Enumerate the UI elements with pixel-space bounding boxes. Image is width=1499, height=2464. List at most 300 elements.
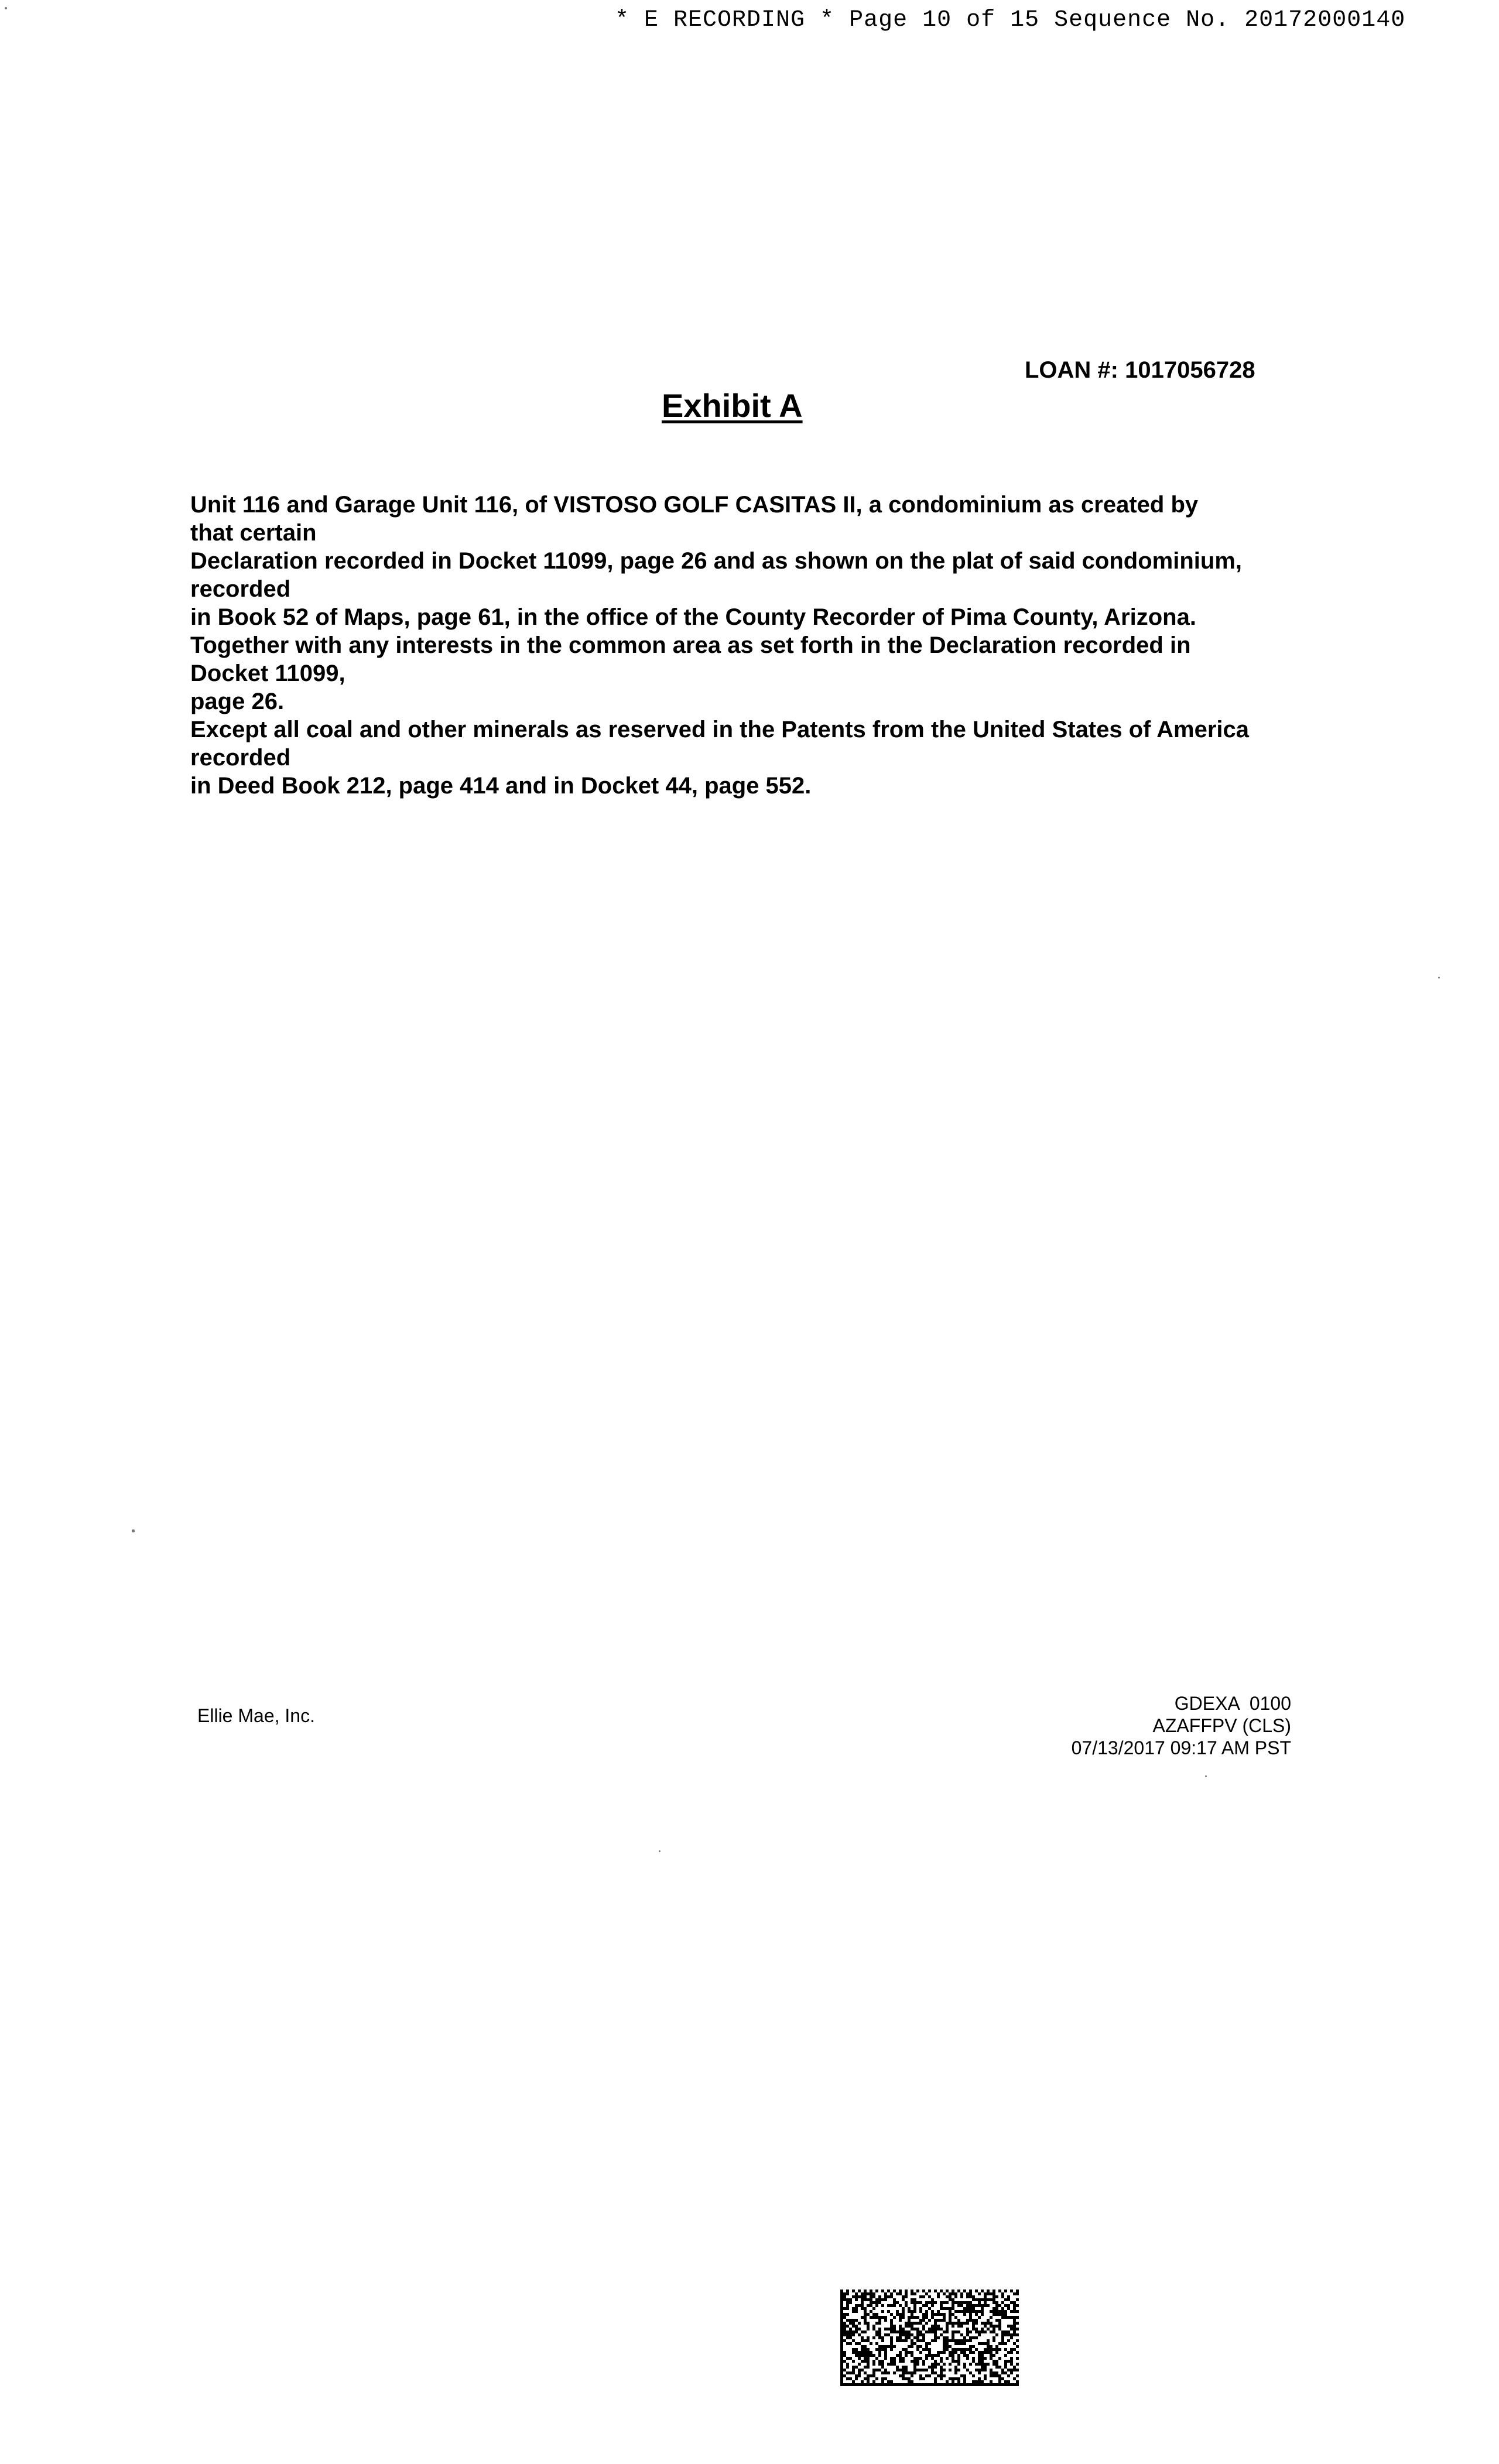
barcode-module — [1007, 2351, 1010, 2354]
barcode-module — [911, 2371, 913, 2374]
barcode-module — [934, 2325, 937, 2328]
barcode-module — [913, 2342, 916, 2345]
barcode-module — [902, 2369, 905, 2371]
barcode-module — [928, 2366, 931, 2369]
barcode-module — [940, 2374, 943, 2377]
barcode-module — [998, 2366, 1001, 2369]
barcode-module — [1001, 2371, 1004, 2374]
barcode-module — [984, 2363, 987, 2366]
barcode-module — [872, 2371, 875, 2374]
barcode-module — [846, 2342, 849, 2345]
barcode-module — [1013, 2292, 1016, 2295]
barcode-module — [960, 2325, 963, 2328]
barcode-module — [867, 2322, 870, 2325]
barcode-module — [972, 2380, 975, 2383]
barcode-module — [878, 2319, 881, 2322]
barcode-module — [960, 2322, 963, 2325]
barcode-module — [881, 2366, 884, 2369]
barcode-module — [952, 2383, 954, 2386]
barcode-module — [840, 2298, 843, 2301]
barcode-module — [1007, 2304, 1010, 2307]
barcode-module — [952, 2339, 954, 2342]
barcode-module — [896, 2339, 899, 2342]
barcode-module — [1016, 2383, 1019, 2386]
barcode-module — [963, 2374, 966, 2377]
barcode-module — [890, 2304, 893, 2307]
barcode-module — [911, 2351, 913, 2354]
barcode-module — [984, 2301, 987, 2304]
barcode-module — [870, 2295, 872, 2298]
barcode-module — [969, 2295, 972, 2298]
barcode-module — [905, 2330, 908, 2333]
barcode-module — [940, 2333, 943, 2336]
barcode-module — [840, 2333, 843, 2336]
barcode-module — [849, 2357, 852, 2360]
barcode-module — [878, 2328, 881, 2330]
barcode-module — [849, 2333, 852, 2336]
barcode-module — [905, 2301, 908, 2304]
barcode-module — [905, 2292, 908, 2295]
barcode-module — [1004, 2298, 1007, 2301]
barcode-module — [995, 2374, 998, 2377]
barcode-module — [916, 2333, 919, 2336]
barcode-module — [990, 2316, 993, 2319]
barcode-module — [987, 2383, 990, 2386]
barcode-module — [987, 2342, 990, 2345]
barcode-module — [846, 2313, 849, 2316]
barcode-module — [911, 2322, 913, 2325]
barcode-module — [861, 2330, 864, 2333]
barcode-module — [995, 2319, 998, 2322]
barcode-module — [952, 2336, 954, 2339]
barcode-module — [995, 2351, 998, 2354]
barcode-module — [872, 2295, 875, 2298]
barcode-module — [911, 2354, 913, 2357]
datamatrix-barcode-icon — [840, 2290, 1019, 2386]
barcode-module — [993, 2354, 995, 2357]
scan-speck — [1205, 1775, 1207, 1777]
barcode-module — [963, 2380, 966, 2383]
barcode-module — [872, 2292, 875, 2295]
barcode-module — [972, 2298, 975, 2301]
barcode-module — [846, 2307, 849, 2310]
barcode-module — [943, 2307, 946, 2310]
barcode-module — [946, 2307, 949, 2310]
barcode-module — [969, 2383, 972, 2386]
barcode-module — [993, 2298, 995, 2301]
barcode-module — [919, 2377, 922, 2380]
barcode-module — [966, 2295, 969, 2298]
barcode-module — [919, 2333, 922, 2336]
barcode-module — [846, 2298, 849, 2301]
barcode-module — [928, 2295, 931, 2298]
barcode-module — [870, 2301, 872, 2304]
barcode-module — [925, 2369, 928, 2371]
barcode-module — [916, 2328, 919, 2330]
barcode-module — [875, 2333, 878, 2336]
barcode-module — [922, 2339, 925, 2342]
barcode-module — [913, 2366, 916, 2369]
barcode-module — [861, 2304, 864, 2307]
barcode-module — [937, 2328, 940, 2330]
barcode-module — [858, 2351, 861, 2354]
barcode-module — [902, 2307, 905, 2310]
barcode-module — [852, 2339, 855, 2342]
barcode-module — [993, 2295, 995, 2298]
barcode-module — [934, 2371, 937, 2374]
barcode-module — [952, 2360, 954, 2363]
barcode-module — [861, 2339, 864, 2342]
barcode-module — [884, 2328, 887, 2330]
barcode-module — [960, 2333, 963, 2336]
barcode-module — [872, 2301, 875, 2304]
barcode-module — [890, 2357, 893, 2360]
barcode-module — [975, 2380, 978, 2383]
barcode-module — [966, 2304, 969, 2307]
barcode-module — [858, 2374, 861, 2377]
barcode-module — [858, 2322, 861, 2325]
barcode-module — [963, 2383, 966, 2386]
barcode-module — [911, 2310, 913, 2313]
barcode-module — [875, 2348, 878, 2351]
barcode-module — [1004, 2354, 1007, 2357]
barcode-module — [913, 2336, 916, 2339]
barcode-module — [963, 2342, 966, 2345]
barcode-module — [981, 2363, 984, 2366]
barcode-module — [946, 2348, 949, 2351]
barcode-module — [864, 2290, 867, 2292]
barcode-module — [919, 2307, 922, 2310]
barcode-module — [990, 2383, 993, 2386]
barcode-module — [1013, 2348, 1016, 2351]
barcode-module — [849, 2330, 852, 2333]
barcode-module — [975, 2330, 978, 2333]
barcode-module — [846, 2357, 849, 2360]
barcode-module — [925, 2330, 928, 2333]
scan-speck — [132, 1529, 135, 1532]
barcode-module — [875, 2383, 878, 2386]
barcode-module — [867, 2366, 870, 2369]
barcode-module — [861, 2301, 864, 2304]
barcode-module — [855, 2325, 858, 2328]
barcode-module — [840, 2313, 843, 2316]
barcode-module — [855, 2366, 858, 2369]
barcode-module — [1013, 2369, 1016, 2371]
barcode-module — [922, 2313, 925, 2316]
barcode-module — [855, 2330, 858, 2333]
barcode-module — [981, 2354, 984, 2357]
scan-speck — [659, 1850, 660, 1852]
barcode-module — [975, 2383, 978, 2386]
barcode-module — [990, 2345, 993, 2348]
barcode-module — [908, 2330, 911, 2333]
barcode-module — [899, 2304, 902, 2307]
barcode-module — [902, 2333, 905, 2336]
barcode-module — [896, 2301, 899, 2304]
barcode-module — [887, 2363, 890, 2366]
barcode-module — [963, 2301, 966, 2304]
barcode-module — [916, 2363, 919, 2366]
barcode-module — [899, 2336, 902, 2339]
barcode-module — [957, 2363, 960, 2366]
barcode-module — [954, 2371, 957, 2374]
barcode-module — [852, 2366, 855, 2369]
barcode-module — [896, 2354, 899, 2357]
barcode-module — [969, 2336, 972, 2339]
barcode-module — [949, 2310, 952, 2313]
barcode-module — [925, 2345, 928, 2348]
barcode-module — [966, 2333, 969, 2336]
barcode-module — [984, 2348, 987, 2351]
barcode-module — [981, 2383, 984, 2386]
barcode-module — [916, 2383, 919, 2386]
barcode-module — [993, 2325, 995, 2328]
barcode-module — [1016, 2290, 1019, 2292]
barcode-module — [934, 2319, 937, 2322]
footer-company: Ellie Mae, Inc. — [197, 1705, 315, 1726]
barcode-module — [978, 2351, 981, 2354]
barcode-module — [972, 2325, 975, 2328]
barcode-module — [878, 2348, 881, 2351]
barcode-module — [993, 2383, 995, 2386]
barcode-module — [905, 2371, 908, 2374]
barcode-module — [978, 2357, 981, 2360]
barcode-module — [922, 2304, 925, 2307]
barcode-module — [908, 2377, 911, 2380]
barcode-module — [843, 2374, 846, 2377]
barcode-module — [916, 2336, 919, 2339]
barcode-module — [913, 2292, 916, 2295]
barcode-module — [905, 2339, 908, 2342]
barcode-module — [981, 2313, 984, 2316]
barcode-module — [861, 2354, 864, 2357]
barcode-module — [1004, 2371, 1007, 2374]
barcode-module — [893, 2383, 896, 2386]
barcode-module — [954, 2316, 957, 2319]
barcode-module — [911, 2290, 913, 2292]
barcode-module — [937, 2383, 940, 2386]
barcode-module — [993, 2374, 995, 2377]
barcode-module — [993, 2310, 995, 2313]
barcode-module — [925, 2316, 928, 2319]
barcode-module — [855, 2348, 858, 2351]
barcode-module — [870, 2316, 872, 2319]
barcode-module — [990, 2330, 993, 2333]
barcode-module — [946, 2357, 949, 2360]
barcode-module — [1010, 2328, 1013, 2330]
barcode-module — [960, 2301, 963, 2304]
barcode-module — [887, 2345, 890, 2348]
barcode-module — [934, 2363, 937, 2366]
barcode-module — [875, 2313, 878, 2316]
footer-timestamp: 07/13/2017 09:17 AM PST — [1071, 1737, 1291, 1758]
barcode-module — [913, 2328, 916, 2330]
barcode-module — [919, 2310, 922, 2313]
barcode-module — [998, 2325, 1001, 2328]
barcode-module — [872, 2354, 875, 2357]
barcode-module — [931, 2354, 934, 2357]
barcode-module — [963, 2322, 966, 2325]
barcode-module — [867, 2354, 870, 2357]
barcode-module — [890, 2380, 893, 2383]
barcode-module — [858, 2357, 861, 2360]
barcode-module — [846, 2377, 849, 2380]
barcode-module — [954, 2322, 957, 2325]
barcode-module — [1004, 2330, 1007, 2333]
barcode-module — [922, 2383, 925, 2386]
barcode-module — [872, 2307, 875, 2310]
barcode-module — [913, 2357, 916, 2360]
barcode-module — [998, 2304, 1001, 2307]
barcode-module — [928, 2328, 931, 2330]
barcode-module — [995, 2363, 998, 2366]
barcode-module — [908, 2380, 911, 2383]
barcode-module — [969, 2319, 972, 2322]
barcode-module — [893, 2345, 896, 2348]
barcode-module — [966, 2354, 969, 2357]
barcode-module — [995, 2307, 998, 2310]
barcode-module — [981, 2342, 984, 2345]
barcode-module — [998, 2357, 1001, 2360]
barcode-module — [931, 2339, 934, 2342]
barcode-module — [890, 2328, 893, 2330]
barcode-module — [896, 2383, 899, 2386]
barcode-module — [998, 2310, 1001, 2313]
barcode-module — [1004, 2316, 1007, 2319]
barcode-module — [984, 2298, 987, 2301]
barcode-module — [1001, 2330, 1004, 2333]
barcode-module — [943, 2374, 946, 2377]
barcode-module — [858, 2304, 861, 2307]
barcode-module — [843, 2295, 846, 2298]
barcode-module — [864, 2292, 867, 2295]
barcode-module — [954, 2330, 957, 2333]
barcode-module — [875, 2330, 878, 2333]
barcode-module — [893, 2325, 896, 2328]
barcode-module — [981, 2290, 984, 2292]
barcode-module — [846, 2383, 849, 2386]
legal-line: Together with any interests in the common area as set forth in the Declaration recorded in — [190, 632, 1191, 658]
barcode-module — [840, 2371, 843, 2374]
barcode-module — [957, 2383, 960, 2386]
barcode-module — [972, 2307, 975, 2310]
barcode-module — [864, 2298, 867, 2301]
barcode-module — [913, 2316, 916, 2319]
barcode-module — [852, 2371, 855, 2374]
barcode-module — [943, 2316, 946, 2319]
barcode-module — [858, 2363, 861, 2366]
barcode-module — [946, 2380, 949, 2383]
barcode-module — [887, 2371, 890, 2374]
legal-line: that certain — [190, 520, 317, 546]
barcode-module — [998, 2328, 1001, 2330]
barcode-module — [949, 2322, 952, 2325]
barcode-module — [896, 2336, 899, 2339]
barcode-module — [919, 2319, 922, 2322]
barcode-module — [960, 2342, 963, 2345]
barcode-module — [995, 2304, 998, 2307]
barcode-module — [864, 2354, 867, 2357]
barcode-module — [949, 2345, 952, 2348]
barcode-module — [861, 2380, 864, 2383]
barcode-module — [867, 2374, 870, 2377]
barcode-module — [943, 2348, 946, 2351]
barcode-module — [928, 2319, 931, 2322]
barcode-module — [969, 2345, 972, 2348]
barcode-module — [893, 2330, 896, 2333]
barcode-module — [852, 2325, 855, 2328]
barcode-module — [922, 2316, 925, 2319]
barcode-module — [911, 2360, 913, 2363]
barcode-module — [995, 2333, 998, 2336]
barcode-module — [902, 2328, 905, 2330]
barcode-module — [878, 2351, 881, 2354]
barcode-module — [867, 2383, 870, 2386]
barcode-module — [840, 2366, 843, 2369]
barcode-module — [840, 2295, 843, 2298]
barcode-module — [913, 2383, 916, 2386]
barcode-module — [957, 2339, 960, 2342]
barcode-module — [843, 2292, 846, 2295]
barcode-module — [940, 2307, 943, 2310]
barcode-module — [954, 2301, 957, 2304]
barcode-module — [870, 2292, 872, 2295]
barcode-module — [840, 2322, 843, 2325]
barcode-module — [1013, 2366, 1016, 2369]
barcode-module — [878, 2363, 881, 2366]
barcode-module — [902, 2357, 905, 2360]
barcode-module — [934, 2322, 937, 2325]
barcode-module — [937, 2351, 940, 2354]
barcode-module — [875, 2298, 878, 2301]
barcode-module — [893, 2328, 896, 2330]
barcode-module — [881, 2380, 884, 2383]
barcode-module — [908, 2307, 911, 2310]
barcode-module — [843, 2328, 846, 2330]
barcode-module — [928, 2301, 931, 2304]
barcode-module — [1001, 2307, 1004, 2310]
barcode-module — [943, 2319, 946, 2322]
barcode-module — [966, 2339, 969, 2342]
barcode-module — [949, 2383, 952, 2386]
barcode-module — [840, 2319, 843, 2322]
barcode-module — [1010, 2316, 1013, 2319]
barcode-module — [864, 2330, 867, 2333]
barcode-module — [884, 2292, 887, 2295]
barcode-module — [867, 2357, 870, 2360]
barcode-module — [957, 2360, 960, 2363]
barcode-module — [899, 2354, 902, 2357]
barcode-module — [843, 2316, 846, 2319]
barcode-module — [957, 2330, 960, 2333]
barcode-module — [875, 2304, 878, 2307]
barcode-module — [840, 2330, 843, 2333]
barcode-module — [940, 2304, 943, 2307]
barcode-module — [978, 2342, 981, 2345]
barcode-module — [875, 2322, 878, 2325]
barcode-module — [978, 2304, 981, 2307]
barcode-module — [870, 2290, 872, 2292]
barcode-module — [840, 2354, 843, 2357]
barcode-module — [916, 2339, 919, 2342]
barcode-module — [925, 2354, 928, 2357]
barcode-module — [846, 2330, 849, 2333]
barcode-module — [943, 2383, 946, 2386]
barcode-module — [990, 2298, 993, 2301]
barcode-module — [969, 2292, 972, 2295]
barcode-module — [931, 2313, 934, 2316]
barcode-module — [925, 2292, 928, 2295]
